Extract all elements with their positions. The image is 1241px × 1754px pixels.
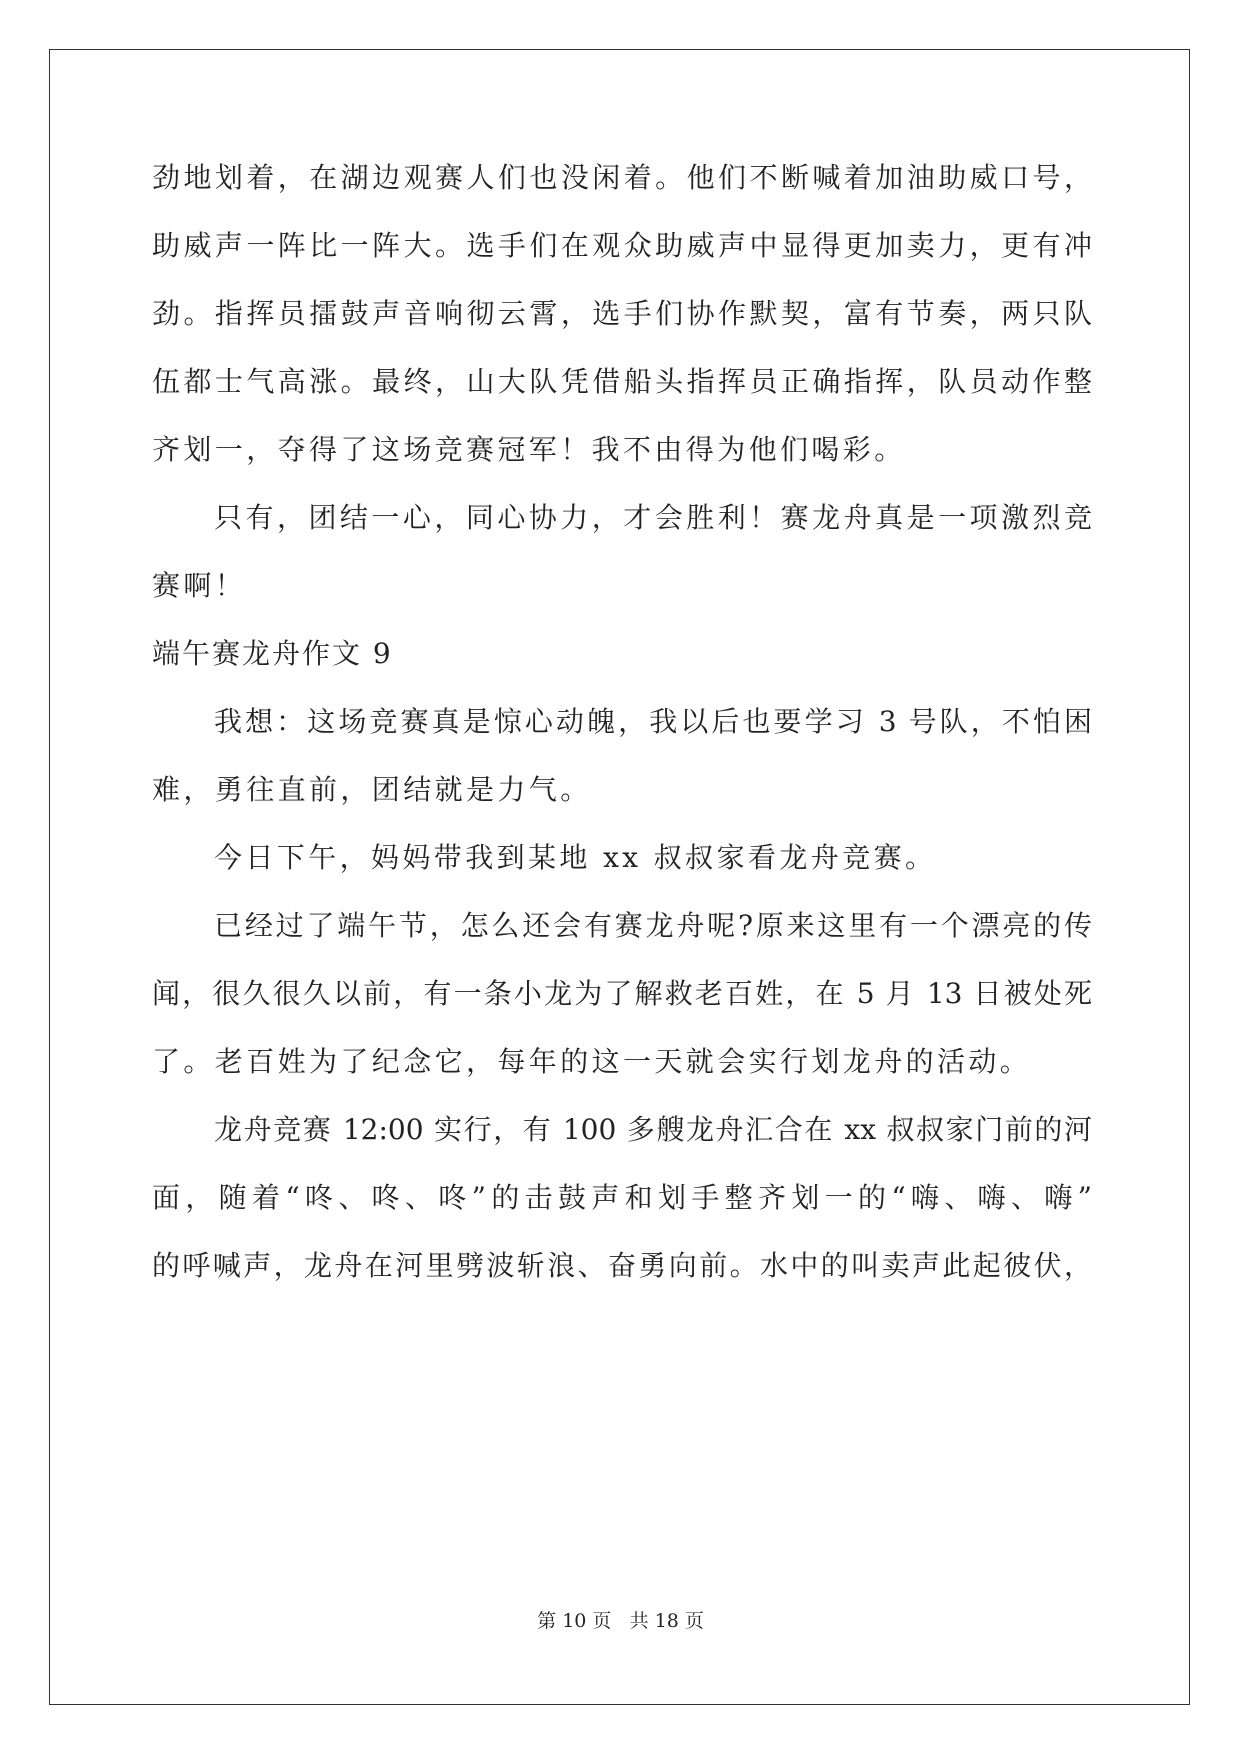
page-footer xyxy=(0,1609,1241,1633)
text-line: 龙舟竞赛 12:00 实行，有 100 多艘龙舟汇合在 xx 叔叔家门前的河 xyxy=(214,1113,1092,1146)
text-line: 只有，团结一心，同心协力，才会胜利！赛龙舟真是一项激烈竞 xyxy=(214,501,1092,534)
section-heading: 端午赛龙舟作文 9 xyxy=(152,637,393,670)
text-line: 的呼喊声，龙舟在河里劈波斩浪、奋勇向前。水中的叫卖声此起彼伏， xyxy=(152,1249,1092,1282)
text-line: 我想：这场竞赛真是惊心动魄，我以后也要学习 3 号队，不怕困 xyxy=(214,705,1092,738)
text-line: 了。老百姓为了纪念它，每年的这一天就会实行划龙舟的活动。 xyxy=(152,1045,1032,1078)
text-line: 赛啊！ xyxy=(152,569,247,602)
text-line: 劲。指挥员擂鼓声音响彻云霄，选手们协作默契，富有节奏，两只队 xyxy=(152,297,1092,330)
text-line: 齐划一，夺得了这场竞赛冠军！我不由得为他们喝彩。 xyxy=(152,433,906,466)
text-line: 伍都士气高涨。最终，山大队凭借船头指挥员正确指挥，队员动作整 xyxy=(152,365,1092,398)
page-number: 第 10 页 xyxy=(537,1610,612,1632)
text-line: 助威声一阵比一阵大。选手们在观众助威声中显得更加卖力，更有冲 xyxy=(152,229,1092,262)
page-total: 共 18 页 xyxy=(629,1610,704,1632)
text-line: 难，勇往直前，团结就是力气。 xyxy=(152,773,592,806)
text-line: 劲地划着，在湖边观赛人们也没闲着。他们不断喊着加油助威口号， xyxy=(152,161,1092,194)
text-line: 已经过了端午节，怎么还会有赛龙舟呢?原来这里有一个漂亮的传 xyxy=(214,909,1092,942)
text-line: 今日下午，妈妈带我到某地 xx 叔叔家看龙舟竞赛。 xyxy=(214,841,937,874)
text-line: 面，随着“咚、咚、咚”的击鼓声和划手整齐划一的“嗨、嗨、嗨” xyxy=(152,1181,1092,1214)
text-line: 闻，很久很久以前，有一条小龙为了解救老百姓，在 5 月 13 日被处死 xyxy=(152,977,1092,1010)
